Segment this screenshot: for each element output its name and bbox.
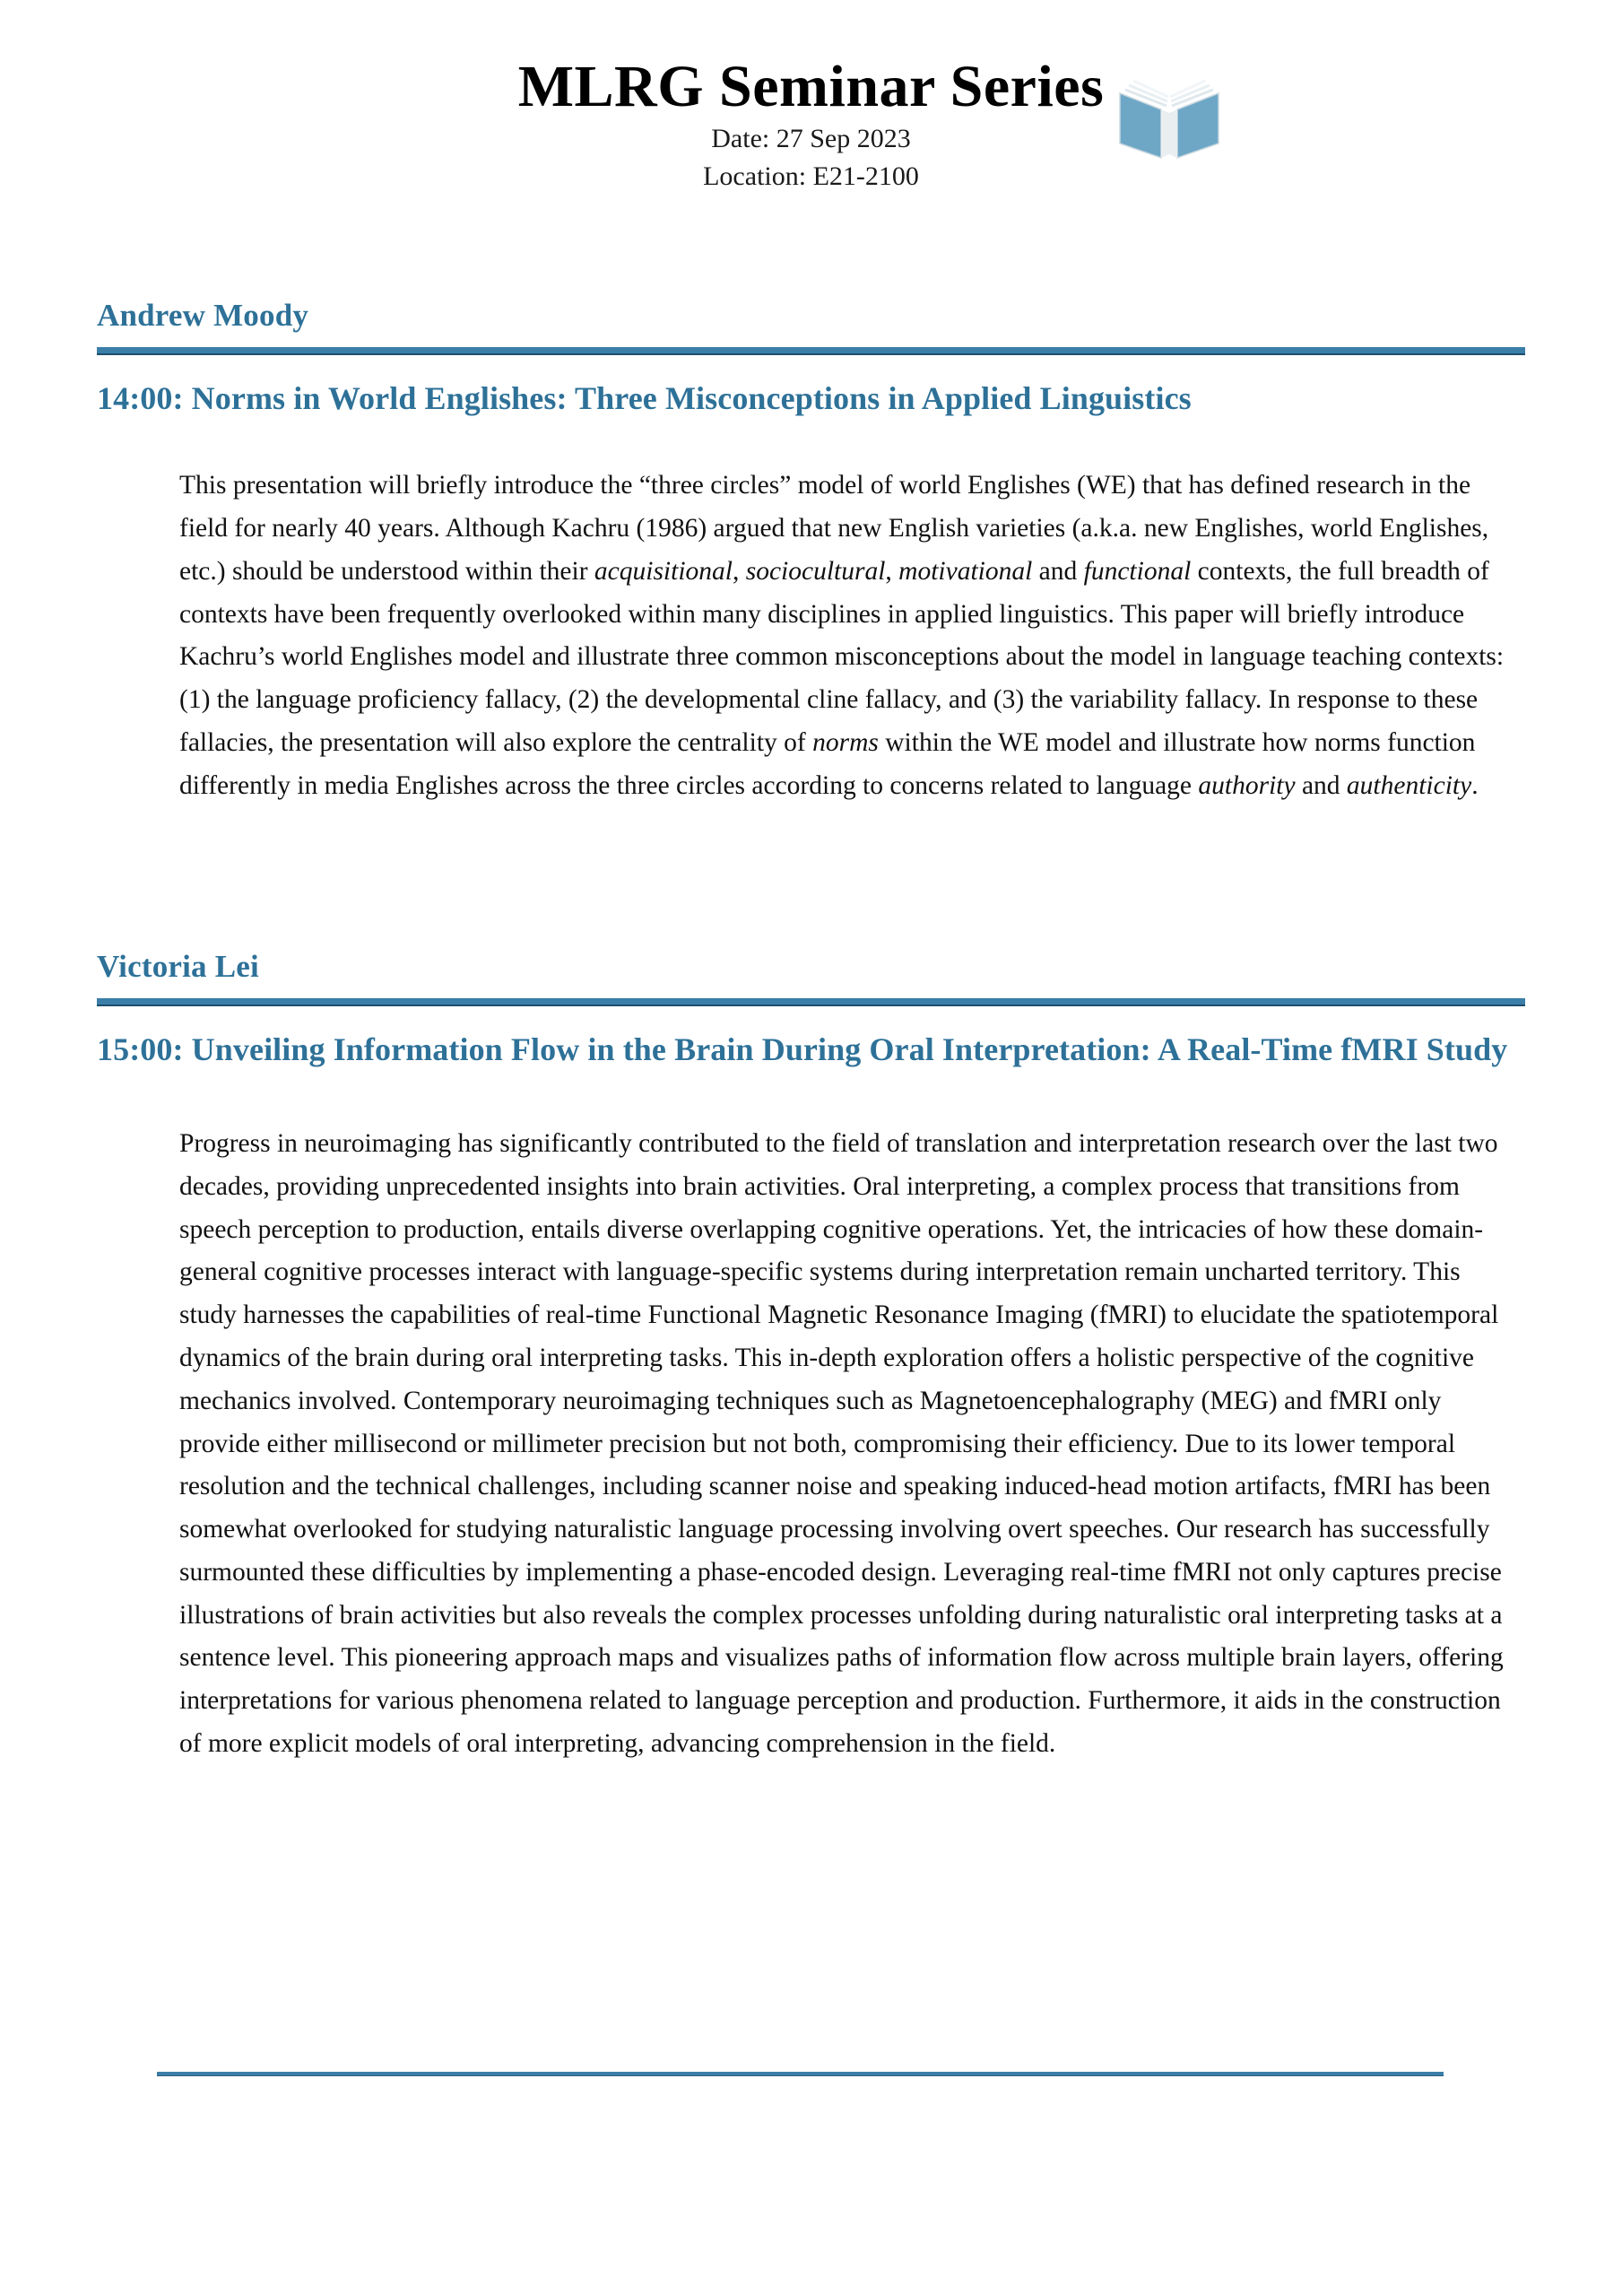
location-line: Location: E21-2100 [703, 161, 919, 192]
date-line: Date: 27 Sep 2023 [711, 123, 911, 153]
speaker-name: Victoria Lei [97, 948, 259, 984]
talk-abstract: This presentation will briefly introduce the “three circles” model of world Englishes (WE) that has defined research in the field for nearly 40 years. Although Kachru (1986) argued that new English varieties (a.k.a. new Englishes, world Englishes, etc.) should be understood within their acquisitional, sociocultural, motivational and functional contexts, the full breadth of contexts have been frequently overlooked within many disciplines in applied linguistics. This paper will briefly introduce Kachru’s world Englishes model and illustrate three common misconceptions about the model in language teaching contexts: (1) the language proficiency fallacy, (2) the developmental cline fallacy, and (3) the variability fallacy. In response to these fallacies, the presentation will also explore the centrality of norms within the WE model and illustrate how norms function differently in media Englishes across the three circles according to concerns related to language authority and authenticity. [179, 471, 1505, 800]
document-header [97, 0, 1525, 195]
section-divider [97, 347, 1525, 355]
talk-title: 15:00: Unveiling Information Flow in the Brain During Oral Interpretation: A Real-Time fMRI Study [97, 1031, 1508, 1067]
talk-abstract: Progress in neuroimaging has significantly contributed to the field of translation and interpretation research over the last two decades, providing unprecedented insights into brain activities. Oral interpreting, a complex process that transitions from speech perception to production, entails diverse overlapping cognitive operations. Yet, the intricacies of how these domain-general cognitive processes interact with language-specific systems during interpretation remain uncharted territory. This study harnesses the capabilities of real-time Functional Magnetic Resonance Imaging (fMRI) to elucidate the spatiotemporal dynamics of the brain during oral interpreting tasks. This in-depth exploration offers a holistic perspective of the cognitive mechanics involved. Contemporary neuroimaging techniques such as Magnetoencephalography (MEG) and fMRI only provide either millisecond or millimeter precision but not both, compromising their efficiency. Due to its lower temporal resolution and the technical challenges, including scanner noise and speaking induced-head motion artifacts, fMRI has been somewhat overlooked for studying naturalistic language processing involving overt speeches. Our research has successfully surmounted these difficulties by implementing a phase-encoded design. Leveraging real-time fMRI not only captures precise illustrations of brain activities but also reveals the complex processes unfolding during naturalistic oral interpreting tasks at a sentence level. This pioneering approach maps and visualizes paths of information flow across multiple brain layers, offering interpretations for various phenomena related to language perception and production. Furthermore, it aids in the construction of more explicit models of oral interpreting, advancing comprehension in the field. [179, 1129, 1504, 1759]
open-book-icon [1115, 66, 1224, 163]
footer-divider [157, 2072, 1444, 2076]
speaker-name: Andrew Moody [97, 297, 309, 333]
page-title: MLRG Seminar Series [517, 54, 1105, 119]
section-divider [97, 998, 1525, 1006]
talk-title: 14:00: Norms in World Englishes: Three Misconceptions in Applied Linguistics [97, 379, 1192, 416]
session-block-1 [97, 195, 1525, 808]
footer-divider-wrap [157, 2072, 1444, 2076]
document-content [97, 0, 1525, 1766]
session-block-2 [97, 808, 1525, 1766]
